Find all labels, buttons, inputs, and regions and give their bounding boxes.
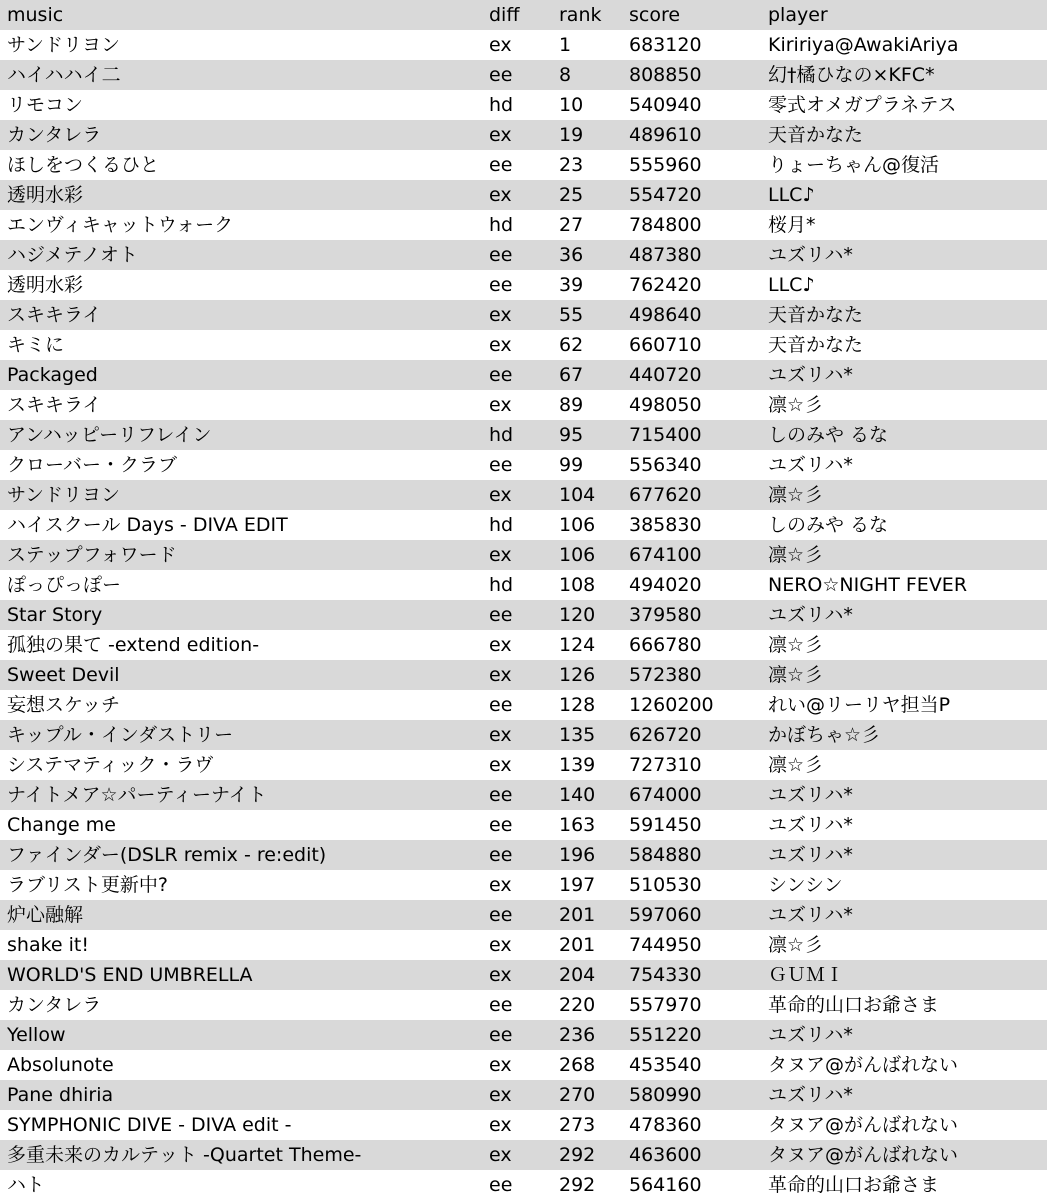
cell-score: 674100	[629, 544, 702, 566]
cell-rank: 273	[559, 1114, 596, 1136]
header-music: music	[7, 4, 64, 26]
cell-rank: 201	[559, 934, 596, 956]
cell-rank: 135	[559, 724, 596, 746]
cell-rank: 106	[559, 514, 596, 536]
cell-music: サンドリヨン	[7, 484, 121, 506]
table-row	[0, 720, 1047, 750]
cell-player: 凛☆彡	[768, 664, 824, 686]
cell-diff: ex	[489, 394, 512, 416]
cell-music: SYMPHONIC DIVE - DIVA edit -	[7, 1114, 292, 1136]
cell-music: Change me	[7, 814, 116, 836]
table-row	[0, 540, 1047, 570]
cell-rank: 62	[559, 334, 584, 356]
cell-score: 556340	[629, 454, 702, 476]
cell-diff: ex	[489, 1114, 512, 1136]
cell-player: タヌア@がんばれない	[768, 1144, 959, 1166]
cell-music: Packaged	[7, 364, 98, 386]
cell-rank: 197	[559, 874, 596, 896]
cell-player: ユズリハ*	[768, 1084, 853, 1106]
cell-rank: 10	[559, 94, 584, 116]
cell-diff: ex	[489, 754, 512, 776]
cell-diff: ex	[489, 124, 512, 146]
table-row	[0, 1050, 1047, 1080]
cell-score: 666780	[629, 634, 702, 656]
cell-music: リモコン	[7, 94, 84, 116]
cell-diff: hd	[489, 94, 514, 116]
table-header	[0, 0, 1047, 30]
cell-rank: 292	[559, 1144, 596, 1166]
cell-score: 597060	[629, 904, 702, 926]
table-row	[0, 1170, 1047, 1200]
cell-player: ユズリハ*	[768, 1024, 853, 1046]
cell-score: 584880	[629, 844, 702, 866]
cell-player: れい@リーリヤ担当P	[768, 694, 951, 716]
cell-player: しのみや るな	[768, 514, 889, 536]
cell-diff: ee	[489, 844, 513, 866]
cell-diff: ex	[489, 874, 512, 896]
cell-diff: ee	[489, 814, 513, 836]
cell-diff: ex	[489, 664, 512, 686]
cell-score: 463600	[629, 1144, 702, 1166]
cell-score: 478360	[629, 1114, 702, 1136]
cell-score: 551220	[629, 1024, 702, 1046]
cell-diff: ex	[489, 1144, 512, 1166]
cell-diff: ex	[489, 634, 512, 656]
cell-player: タヌア@がんばれない	[768, 1114, 959, 1136]
cell-diff: hd	[489, 514, 514, 536]
cell-rank: 55	[559, 304, 584, 326]
cell-player: ユズリハ*	[768, 814, 853, 836]
header-player: player	[768, 4, 828, 26]
cell-music: 透明水彩	[7, 184, 84, 206]
cell-rank: 292	[559, 1174, 596, 1196]
cell-music: ステップフォワード	[7, 544, 177, 566]
cell-diff: ee	[489, 1174, 513, 1196]
cell-music: WORLD'S END UMBRELLA	[7, 964, 253, 986]
cell-rank: 140	[559, 784, 596, 806]
table-row	[0, 210, 1047, 240]
cell-diff: hd	[489, 424, 514, 446]
cell-score: 564160	[629, 1174, 702, 1196]
cell-score: 677620	[629, 484, 702, 506]
cell-diff: hd	[489, 574, 514, 596]
cell-music: Pane dhiria	[7, 1084, 114, 1106]
table-row	[0, 1140, 1047, 1170]
cell-music: 多重未来のカルテット -Quartet Theme-	[7, 1144, 362, 1166]
cell-player: かぼちゃ☆彡	[768, 724, 881, 746]
cell-score: 554720	[629, 184, 702, 206]
table-row	[0, 930, 1047, 960]
cell-player: ＧＵＭＩ	[768, 964, 845, 986]
cell-score: 715400	[629, 424, 702, 446]
cell-diff: ee	[489, 64, 513, 86]
table-row	[0, 150, 1047, 180]
cell-music: スキキライ	[7, 394, 102, 416]
cell-player: LLC♪	[768, 274, 815, 296]
cell-music: ぽっぴっぽー	[7, 574, 122, 596]
cell-music: 炉心融解	[7, 904, 84, 926]
cell-rank: 8	[559, 64, 572, 86]
cell-diff: ee	[489, 1024, 513, 1046]
cell-diff: ee	[489, 784, 513, 806]
header-score: score	[629, 4, 681, 26]
cell-score: 494020	[629, 574, 702, 596]
cell-rank: 99	[559, 454, 584, 476]
cell-rank: 19	[559, 124, 584, 146]
cell-score: 626720	[629, 724, 702, 746]
cell-rank: 36	[559, 244, 584, 266]
cell-player: ユズリハ*	[768, 844, 853, 866]
cell-rank: 120	[559, 604, 596, 626]
table-row	[0, 270, 1047, 300]
cell-player: 天音かなた	[768, 304, 864, 326]
cell-music: ラブリスト更新中?	[7, 874, 168, 896]
cell-rank: 89	[559, 394, 584, 416]
cell-score: 379580	[629, 604, 702, 626]
cell-diff: ee	[489, 274, 513, 296]
cell-rank: 104	[559, 484, 596, 506]
cell-music: アンハッピーリフレイン	[7, 424, 212, 446]
cell-score: 385830	[629, 514, 702, 536]
cell-player: タヌア@がんばれない	[768, 1054, 959, 1076]
table-row	[0, 90, 1047, 120]
cell-score: 727310	[629, 754, 702, 776]
cell-diff: ex	[489, 304, 512, 326]
cell-score: 453540	[629, 1054, 702, 1076]
cell-rank: 1	[559, 34, 572, 56]
table-body	[0, 30, 1047, 1200]
cell-player: ユズリハ*	[768, 244, 853, 266]
cell-music: キップル・インダストリー	[7, 724, 234, 746]
cell-score: 808850	[629, 64, 702, 86]
cell-music: カンタレラ	[7, 124, 102, 146]
cell-score: 660710	[629, 334, 702, 356]
table-row	[0, 180, 1047, 210]
cell-score: 1260200	[629, 694, 714, 716]
table-row	[0, 120, 1047, 150]
table-row	[0, 240, 1047, 270]
cell-player: 桜月*	[768, 214, 816, 236]
table-row	[0, 630, 1047, 660]
cell-rank: 270	[559, 1084, 596, 1106]
header-diff: diff	[489, 4, 520, 26]
cell-music: ナイトメア☆パーティーナイト	[7, 784, 267, 806]
cell-rank: 106	[559, 544, 596, 566]
cell-player: 革命的山口お爺さま	[768, 994, 940, 1016]
cell-diff: ee	[489, 694, 513, 716]
cell-diff: ex	[489, 334, 512, 356]
cell-score: 510530	[629, 874, 702, 896]
cell-diff: ex	[489, 724, 512, 746]
cell-music: ファインダー(DSLR remix - re:edit)	[7, 844, 327, 866]
cell-music: サンドリヨン	[7, 34, 121, 56]
cell-diff: ee	[489, 154, 513, 176]
cell-diff: ee	[489, 604, 513, 626]
table-row	[0, 1020, 1047, 1050]
cell-diff: ee	[489, 244, 513, 266]
cell-music: カンタレラ	[7, 994, 102, 1016]
cell-rank: 23	[559, 154, 584, 176]
table-row	[0, 690, 1047, 720]
cell-music: Yellow	[7, 1024, 66, 1046]
cell-music: Sweet Devil	[7, 664, 120, 686]
cell-score: 555960	[629, 154, 702, 176]
cell-player: ユズリハ*	[768, 784, 853, 806]
cell-player: 凛☆彡	[768, 544, 824, 566]
table-row	[0, 570, 1047, 600]
cell-score: 498640	[629, 304, 702, 326]
cell-diff: ee	[489, 364, 513, 386]
table-row	[0, 360, 1047, 390]
table-row	[0, 840, 1047, 870]
cell-score: 440720	[629, 364, 702, 386]
cell-score: 498050	[629, 394, 702, 416]
cell-diff: ex	[489, 934, 512, 956]
cell-diff: ex	[489, 1054, 512, 1076]
cell-diff: ex	[489, 1084, 512, 1106]
cell-player: ユズリハ*	[768, 904, 853, 926]
table-row	[0, 870, 1047, 900]
cell-score: 487380	[629, 244, 702, 266]
cell-music: ハイスクール Days - DIVA EDIT	[7, 514, 288, 536]
table-row	[0, 60, 1047, 90]
cell-diff: ex	[489, 964, 512, 986]
cell-rank: 268	[559, 1054, 596, 1076]
cell-player: ユズリハ*	[768, 364, 853, 386]
cell-player: りょーちゃん@復活	[768, 154, 940, 176]
table-row	[0, 390, 1047, 420]
table-row	[0, 1080, 1047, 1110]
cell-player: LLC♪	[768, 184, 815, 206]
cell-diff: ee	[489, 994, 513, 1016]
cell-score: 674000	[629, 784, 702, 806]
cell-music: クローバー・クラブ	[7, 454, 178, 476]
cell-player: 幻†橘ひなの×KFC*	[768, 64, 935, 86]
cell-player: 凛☆彡	[768, 934, 824, 956]
cell-music: Absolunote	[7, 1054, 114, 1076]
table-row	[0, 810, 1047, 840]
cell-player: ユズリハ*	[768, 604, 853, 626]
cell-music: スキキライ	[7, 304, 102, 326]
cell-score: 744950	[629, 934, 702, 956]
cell-rank: 25	[559, 184, 584, 206]
cell-player: 凛☆彡	[768, 634, 824, 656]
cell-score: 754330	[629, 964, 702, 986]
cell-diff: hd	[489, 214, 514, 236]
cell-diff: ee	[489, 904, 513, 926]
cell-rank: 196	[559, 844, 596, 866]
cell-score: 683120	[629, 34, 702, 56]
cell-score: 557970	[629, 994, 702, 1016]
cell-music: キミに	[7, 334, 65, 356]
cell-rank: 27	[559, 214, 584, 236]
cell-score: 540940	[629, 94, 702, 116]
cell-rank: 201	[559, 904, 596, 926]
table-row	[0, 420, 1047, 450]
cell-music: エンヴィキャットウォーク	[7, 214, 234, 236]
cell-diff: ex	[489, 484, 512, 506]
cell-rank: 95	[559, 424, 584, 446]
cell-music: ハジメテノオト	[7, 244, 138, 266]
cell-music: ハイハハイ二	[7, 64, 121, 86]
cell-player: Kiririya@AwakiAriya	[768, 34, 959, 56]
table-row	[0, 900, 1047, 930]
cell-score: 784800	[629, 214, 702, 236]
table-row	[0, 600, 1047, 630]
cell-rank: 108	[559, 574, 596, 596]
cell-music: ハト	[7, 1174, 45, 1196]
cell-rank: 124	[559, 634, 596, 656]
cell-music: 透明水彩	[7, 274, 84, 296]
table-row	[0, 780, 1047, 810]
cell-music: システマティック・ラヴ	[7, 754, 214, 776]
cell-music: 妄想スケッチ	[7, 694, 121, 716]
cell-diff: ex	[489, 34, 512, 56]
cell-score: 580990	[629, 1084, 702, 1106]
cell-music: Star Story	[7, 604, 103, 626]
cell-player: 凛☆彡	[768, 754, 824, 776]
cell-player: 零式オメガプラネテス	[768, 94, 957, 116]
cell-diff: ee	[489, 454, 513, 476]
cell-music: 孤独の果て -extend edition-	[7, 634, 260, 656]
table-row	[0, 30, 1047, 60]
cell-diff: ex	[489, 544, 512, 566]
cell-player: 天音かなた	[768, 124, 864, 146]
cell-player: 凛☆彡	[768, 484, 824, 506]
cell-rank: 163	[559, 814, 596, 836]
cell-music: shake it!	[7, 934, 89, 956]
cell-player: シンシン	[768, 874, 843, 896]
cell-player: 凛☆彡	[768, 394, 824, 416]
header-rank: rank	[559, 4, 602, 26]
cell-rank: 67	[559, 364, 584, 386]
cell-rank: 220	[559, 994, 596, 1016]
table-row	[0, 1110, 1047, 1140]
cell-score: 591450	[629, 814, 702, 836]
table-row	[0, 330, 1047, 360]
table-row	[0, 660, 1047, 690]
cell-player: しのみや るな	[768, 424, 889, 446]
cell-score: 489610	[629, 124, 702, 146]
cell-score: 762420	[629, 274, 702, 296]
table-row	[0, 990, 1047, 1020]
table-row	[0, 510, 1047, 540]
cell-rank: 128	[559, 694, 596, 716]
cell-rank: 139	[559, 754, 596, 776]
table-row	[0, 960, 1047, 990]
cell-player: ユズリハ*	[768, 454, 853, 476]
cell-music: ほしをつくるひと	[7, 154, 160, 176]
cell-rank: 204	[559, 964, 596, 986]
cell-player: NERO☆NIGHT FEVER	[768, 574, 968, 596]
table-row	[0, 300, 1047, 330]
cell-rank: 236	[559, 1024, 596, 1046]
table-row	[0, 750, 1047, 780]
table-row	[0, 450, 1047, 480]
cell-rank: 39	[559, 274, 584, 296]
cell-score: 572380	[629, 664, 702, 686]
cell-player: 天音かなた	[768, 334, 864, 356]
cell-rank: 126	[559, 664, 596, 686]
cell-player: 革命的山口お爺さま	[768, 1174, 940, 1196]
cell-diff: ex	[489, 184, 512, 206]
table-row	[0, 480, 1047, 510]
